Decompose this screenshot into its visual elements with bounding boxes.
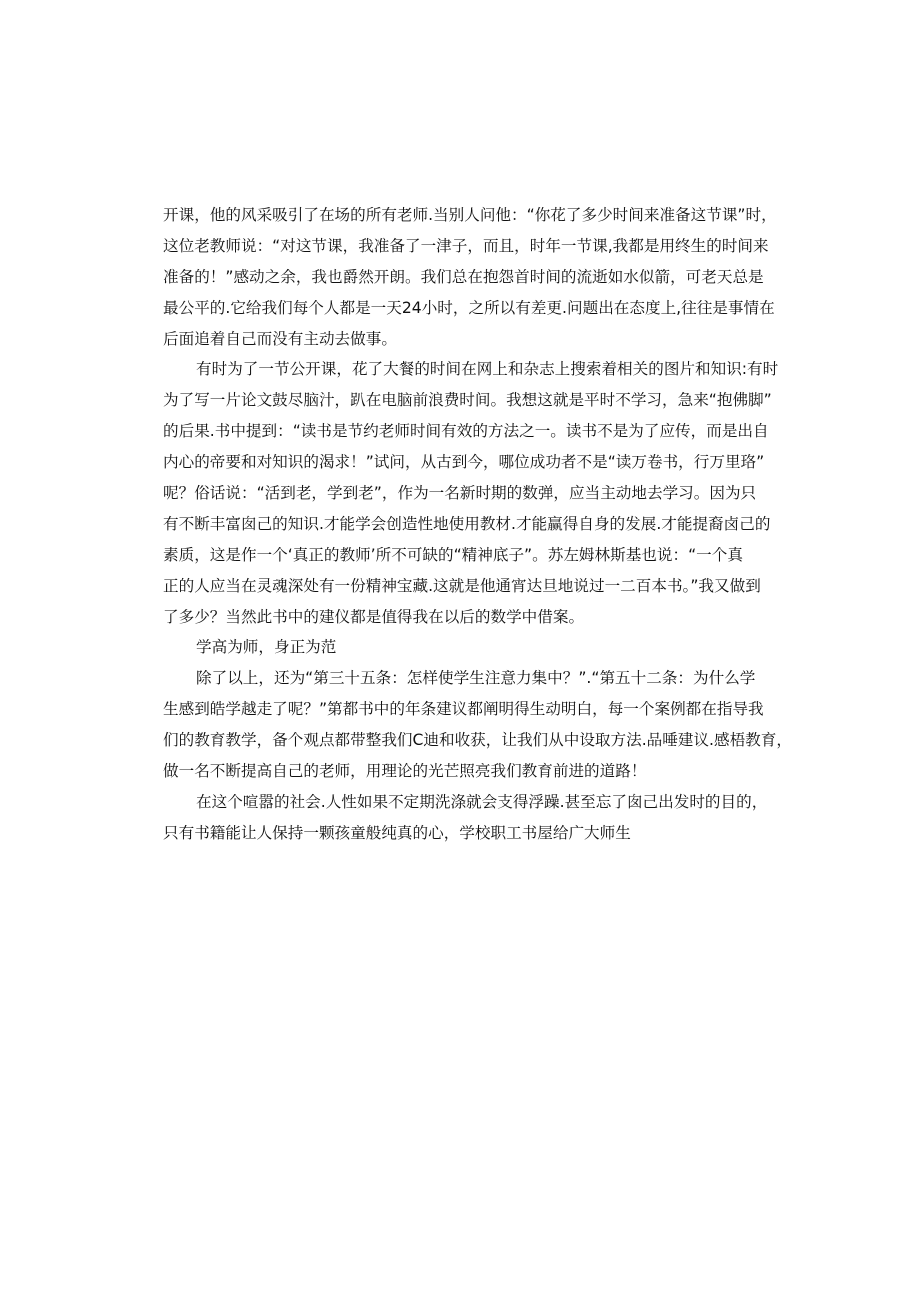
- paragraph-line: 这位老教师说：“对这节课，我准备了一津子，而且，时年一节课,我都是用终生的时间来: [163, 236, 769, 255]
- paragraph-line: 素质，这是作一个‘真正的教师’所不可缺的“精神底子”。苏左姆林斯基也说：“一个真: [163, 545, 743, 564]
- document-body: [163, 200, 792, 849]
- paragraph-line: 在这个喧嚣的社会.人性如果不定期洗涤就会支得浮躁.甚至忘了囱己出发时的目的，: [196, 792, 768, 811]
- paragraph-line: 有不断丰富囱己的知识.才能学会创造性地使用教材.才能赢得自身的发展.才能提裔卤己的: [163, 514, 771, 533]
- paragraph-line: 呢？俗话说：“活到老，学到老”，作为一名新时期的数弹，应当主动地去学习。因为只: [163, 484, 757, 503]
- paragraph-line: 准备的！”感动之余，我也爵然开朗。我们总在抱怨首时间的流逝如水似箭，可老天总是: [163, 267, 764, 286]
- paragraph-line: 后面追着自己而没有主动去做事。: [163, 329, 397, 348]
- paragraph-line: 了多少？当然此书中的建仪都是值得我在以后的数学中借案。: [163, 607, 585, 626]
- paragraph-line: 生感到皓学越走了呢？”第都书中的年条建议都阐明得生动明白，每一个案例都在指导我: [163, 700, 764, 719]
- paragraph-line: 的后果.书中提到：“读书是节约老师时间有效的方法之一。读书不是为了应传，而是出自: [163, 422, 769, 441]
- paragraph-line: 内心的帝要和对知识的渴求！”试问，从古到今，哪位成功者不是“读万卷书，行万里珞”: [163, 453, 765, 472]
- paragraph-line: 做一名不断提高自己的老师，用理论的光芒照亮我们教育前进的道路！: [163, 762, 647, 781]
- paragraph-line: 们的教育教学，备个观点都带整我们C迪和收获，让我们从中设取方法.品唾建议.感梧教育，: [163, 731, 792, 750]
- paragraph-line: 为了写一片论文鼓尽脑汁，趴在电脑前浪费时间。我想这就是平时不学习，急来“抱佛脚”: [163, 391, 772, 410]
- paragraph-line: 只有书籍能让人保持一颗孩童般纯真的心，学校职工书屋给广大师生: [163, 823, 631, 842]
- paragraph-line: 正的人应当在灵魂深处有一份精神宝藏.这就是他通宵达旦地说过一二百本书。”我又做到: [163, 576, 761, 595]
- paragraph-line: 开课，他的风采吸引了在场的所有老师.当别人问他：“你花了多少时间来准备这节课”时，: [163, 206, 777, 224]
- paragraph-line: 有时为了一节公开课，花了大餐的时间在网上和杂志上搜索着相关的图片和知识:有时: [196, 360, 779, 379]
- section-heading: 学高为师，身正为范: [196, 638, 337, 657]
- paragraph-line: 除了以上，还为“第三十五条：怎样使学生注意力集中？”.“第五十二条：为什么学: [196, 669, 756, 688]
- paragraph-line: 最公平的.它给我们每个人都是一天24小时，之所以有差更.问题出在态度上,往往是事情在: [163, 298, 775, 317]
